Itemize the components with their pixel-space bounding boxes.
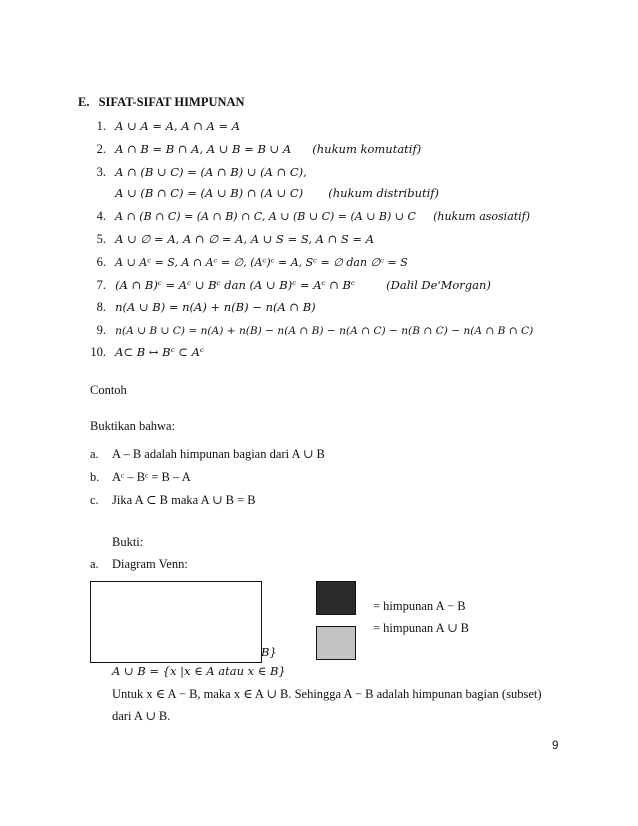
item-formula: A ∩ (B ∩ C) = (A ∩ B) ∩ C, A ∪ (B ∪ C) = (A ∪ B) ∪ C bbox=[115, 210, 416, 223]
venn-diagram bbox=[90, 581, 262, 663]
item-formula: A⊂ B ↔ Bᶜ ⊂ Aᶜ bbox=[115, 345, 204, 359]
item-label: a. bbox=[90, 447, 99, 461]
item-formula: A ∪ (B ∩ C) = (A ∪ B) ∩ (A ∪ C) bbox=[115, 186, 304, 200]
part-label: a. bbox=[90, 557, 99, 571]
item-formula: A ∪ Aᶜ = S, A ∩ Aᶜ = ∅, (Aᶜ)ᶜ = A, Sᶜ = ∅ dan ∅ᶜ = S bbox=[115, 256, 408, 269]
legend-label-difference: = himpunan A − B bbox=[373, 599, 466, 613]
list-item bbox=[84, 118, 240, 134]
item-number: 5. bbox=[96, 232, 106, 246]
item-note: (Dalil De'Morgan) bbox=[386, 278, 491, 292]
item-formula: (A ∩ B)ᶜ = Aᶜ ∪ Bᶜ dan (A ∪ B)ᶜ = Aᶜ ∩ Bᶜ bbox=[115, 278, 356, 292]
list-item bbox=[84, 322, 533, 339]
item-number: 7. bbox=[96, 278, 106, 292]
item-note: (hukum komutatif) bbox=[312, 142, 422, 156]
list-item bbox=[84, 254, 408, 271]
proof-heading: Bukti: bbox=[112, 535, 144, 549]
item-text: A – B adalah himpunan bagian dari A ∪ B bbox=[112, 447, 325, 461]
item-number: 6. bbox=[96, 255, 106, 269]
list-item bbox=[84, 185, 439, 201]
item-text: Jika A ⊂ B maka A ∪ B = B bbox=[112, 493, 256, 507]
item-formula: n(A ∪ B) = n(A) + n(B) − n(A ∩ B) bbox=[115, 300, 316, 314]
item-formula: A ∩ (B ∪ C) = (A ∩ B) ∪ (A ∩ C), bbox=[115, 165, 307, 179]
list-item bbox=[84, 344, 204, 360]
item-formula: A ∪ A = A, A ∩ A = A bbox=[115, 119, 241, 133]
item-text: Aᶜ – Bᶜ = B – A bbox=[112, 470, 191, 484]
union-definition: A ∪ B = {x |x ∈ A atau x ∈ B} bbox=[112, 664, 286, 678]
item-number: 8. bbox=[96, 300, 106, 314]
proof-part bbox=[90, 556, 188, 572]
list-item bbox=[90, 492, 256, 508]
example-heading: Contoh bbox=[90, 383, 127, 397]
legend-swatch-dark bbox=[316, 581, 356, 615]
partial-text: B} bbox=[261, 645, 277, 659]
legend-label-union: = himpunan A ∪ B bbox=[373, 621, 470, 635]
item-formula: A ∪ ∅ = A, A ∩ ∅ = A, A ∪ S = S, A ∩ S = A bbox=[115, 232, 375, 246]
part-title: Diagram Venn: bbox=[112, 557, 188, 571]
list-item bbox=[84, 277, 491, 293]
list-item bbox=[84, 299, 316, 315]
example-prompt: Buktikan bahwa: bbox=[90, 419, 176, 433]
item-formula: A ∩ B = B ∩ A, A ∪ B = B ∪ A bbox=[115, 142, 292, 156]
item-number: 1. bbox=[96, 119, 106, 133]
proof-statement: Untuk x ∈ A − B, maka x ∈ A ∪ B. Sehingga A − B adalah himpunan bagian (subset) bbox=[112, 687, 542, 701]
item-number: 3. bbox=[96, 165, 106, 179]
list-item bbox=[90, 469, 191, 485]
item-note: (hukum asosiatif) bbox=[433, 210, 531, 223]
section-title: SIFAT-SIFAT HIMPUNAN bbox=[98, 95, 245, 109]
list-item bbox=[84, 164, 307, 180]
list-item bbox=[84, 208, 530, 225]
proof-statement-cont: dari A ∪ B. bbox=[112, 709, 171, 723]
section-heading bbox=[78, 94, 245, 110]
list-item bbox=[84, 141, 421, 157]
legend-swatch-light bbox=[316, 626, 356, 660]
item-number: 10. bbox=[90, 345, 106, 359]
item-label: b. bbox=[90, 470, 100, 484]
section-letter: E. bbox=[78, 95, 90, 109]
list-item bbox=[90, 446, 325, 462]
item-label: c. bbox=[90, 493, 99, 507]
item-number: 4. bbox=[96, 209, 106, 223]
item-number: 9. bbox=[96, 323, 106, 337]
item-number: 2. bbox=[96, 142, 106, 156]
page-number: 9 bbox=[552, 740, 559, 752]
list-item bbox=[84, 231, 374, 247]
item-formula: n(A ∪ B ∪ C) = n(A) + n(B) − n(A ∩ B) − n(A ∩ C) − n(B ∩ C) − n(A ∩ B ∩ C) bbox=[115, 325, 534, 337]
item-note: (hukum distributif) bbox=[328, 186, 440, 200]
